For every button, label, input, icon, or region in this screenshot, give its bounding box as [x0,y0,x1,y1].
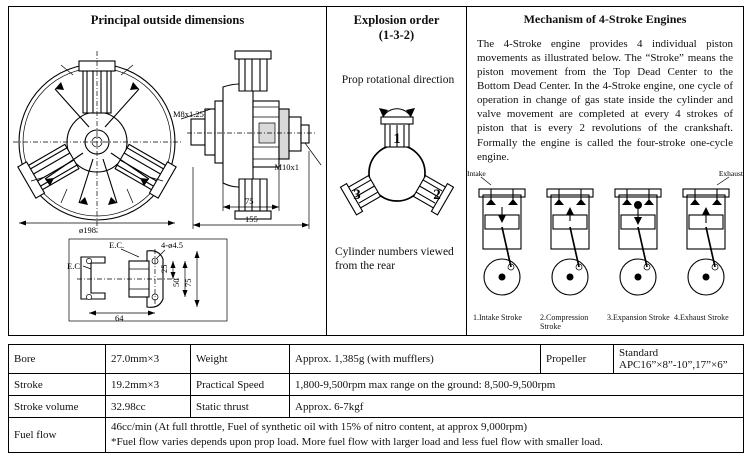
fuel-flow-line-1: 46cc/min (At full throttle, Fuel of synthetic oil with 15% of nitro content, at approx 9,000rpm) [111,421,528,433]
svg-label-intake: Intake [467,171,486,178]
cell-propeller-label: Propeller [541,345,614,374]
cell-stroke-value: 19.2mm×3 [106,374,191,396]
svg-label-m8: M8x1.25 [173,109,204,120]
panel-explosion-order [327,7,467,335]
cell-bore-value: 27.0mm×3 [106,345,191,374]
panel-title-explosion-order: Explosion order [353,13,440,27]
svg-label-cyl3: 3 [353,187,361,203]
specifications-table [8,344,744,453]
stroke-caption-2: 2.Compression Stroke [540,312,589,331]
four-stroke-diagram [467,171,743,311]
stroke-captions [471,313,739,331]
table-row [9,374,744,396]
svg-label-ec-top: E.C. [109,240,125,251]
stroke-caption-3: 3.Expansion Stroke [607,312,670,322]
svg-label-holes: 4-ø4.5 [161,240,183,251]
cell-fuel-flow-value [106,418,744,453]
cell-static-thrust-value: Approx. 6-7kgf [290,396,744,418]
diagram-panels [8,6,744,336]
cell-stroke-volume-label: Stroke volume [9,396,106,418]
outside-dimensions-drawing [9,27,327,335]
cell-practical-speed-label: Practical Speed [191,374,290,396]
svg-label-75b: 75 [183,278,193,288]
panel-title-outside-dimensions: Principal outside dimensions [90,13,245,27]
cell-stroke-volume-value: 32.98cc [106,396,191,418]
mechanism-body-text: The 4-Stroke engine provides 4 individual piston movements as illustrated below. The “Stroke” means the piston movement from the Top Dead Center to the Bottom Dead Center. In the 4-Stroke engine, one cycle of operation in change of gas state inside the cylinder and valve movement are completed at every 4 strokes of piston that is every 2 revolutions of the crankshaft. Formally the engine is called the four-stroke one-cycle engine. [477,38,733,163]
svg-label-cyl2: 2 [433,187,441,203]
panel-outside-dimensions [9,7,327,335]
cell-weight-label: Weight [191,345,290,374]
table-row [9,396,744,418]
svg-label-dia: ø198 [79,225,96,236]
svg-label-ec-left: E.C. [67,261,83,272]
svg-label-m10: M10x1 [274,162,299,173]
cell-fuel-flow-label: Fuel flow [9,418,106,453]
cell-static-thrust-label: Static thrust [191,396,290,418]
cell-stroke-label: Stroke [9,374,106,396]
stroke-caption-1: 1.Intake Stroke [473,312,522,322]
table-row [9,345,744,374]
panel-mechanism [467,7,743,335]
cylinder-numbers-caption: Cylinder numbers viewed from the rear [335,246,454,273]
cell-bore-label: Bore [9,345,106,374]
cell-practical-speed-value: 1,800-9,500rpm max range on the ground: 8,500-9,500rpm [290,374,744,396]
panel-subtitle-explosion-order: (1-3-2) [378,28,415,43]
cell-weight-value: Approx. 1,385g (with mufflers) [290,345,541,374]
panel-title-mechanism: Mechanism of 4-Stroke Engines [523,12,687,26]
table-row-fuel-flow [9,418,744,453]
svg-label-exhaust: Exhaust [718,171,743,178]
explosion-order-drawing [327,95,467,255]
cell-propeller-value: Standard APC16”×8”-10”,17”×6” [614,345,744,374]
prop-rotation-label: Prop rotational direction [341,74,455,86]
svg-label-cyl1: 1 [393,131,401,147]
stroke-caption-4: 4.Exhaust Stroke [674,312,729,322]
fuel-flow-line-2: *Fuel flow varies depends upon prop load. More fuel flow with larger load and less fuel flow with smaller load. [111,435,603,448]
